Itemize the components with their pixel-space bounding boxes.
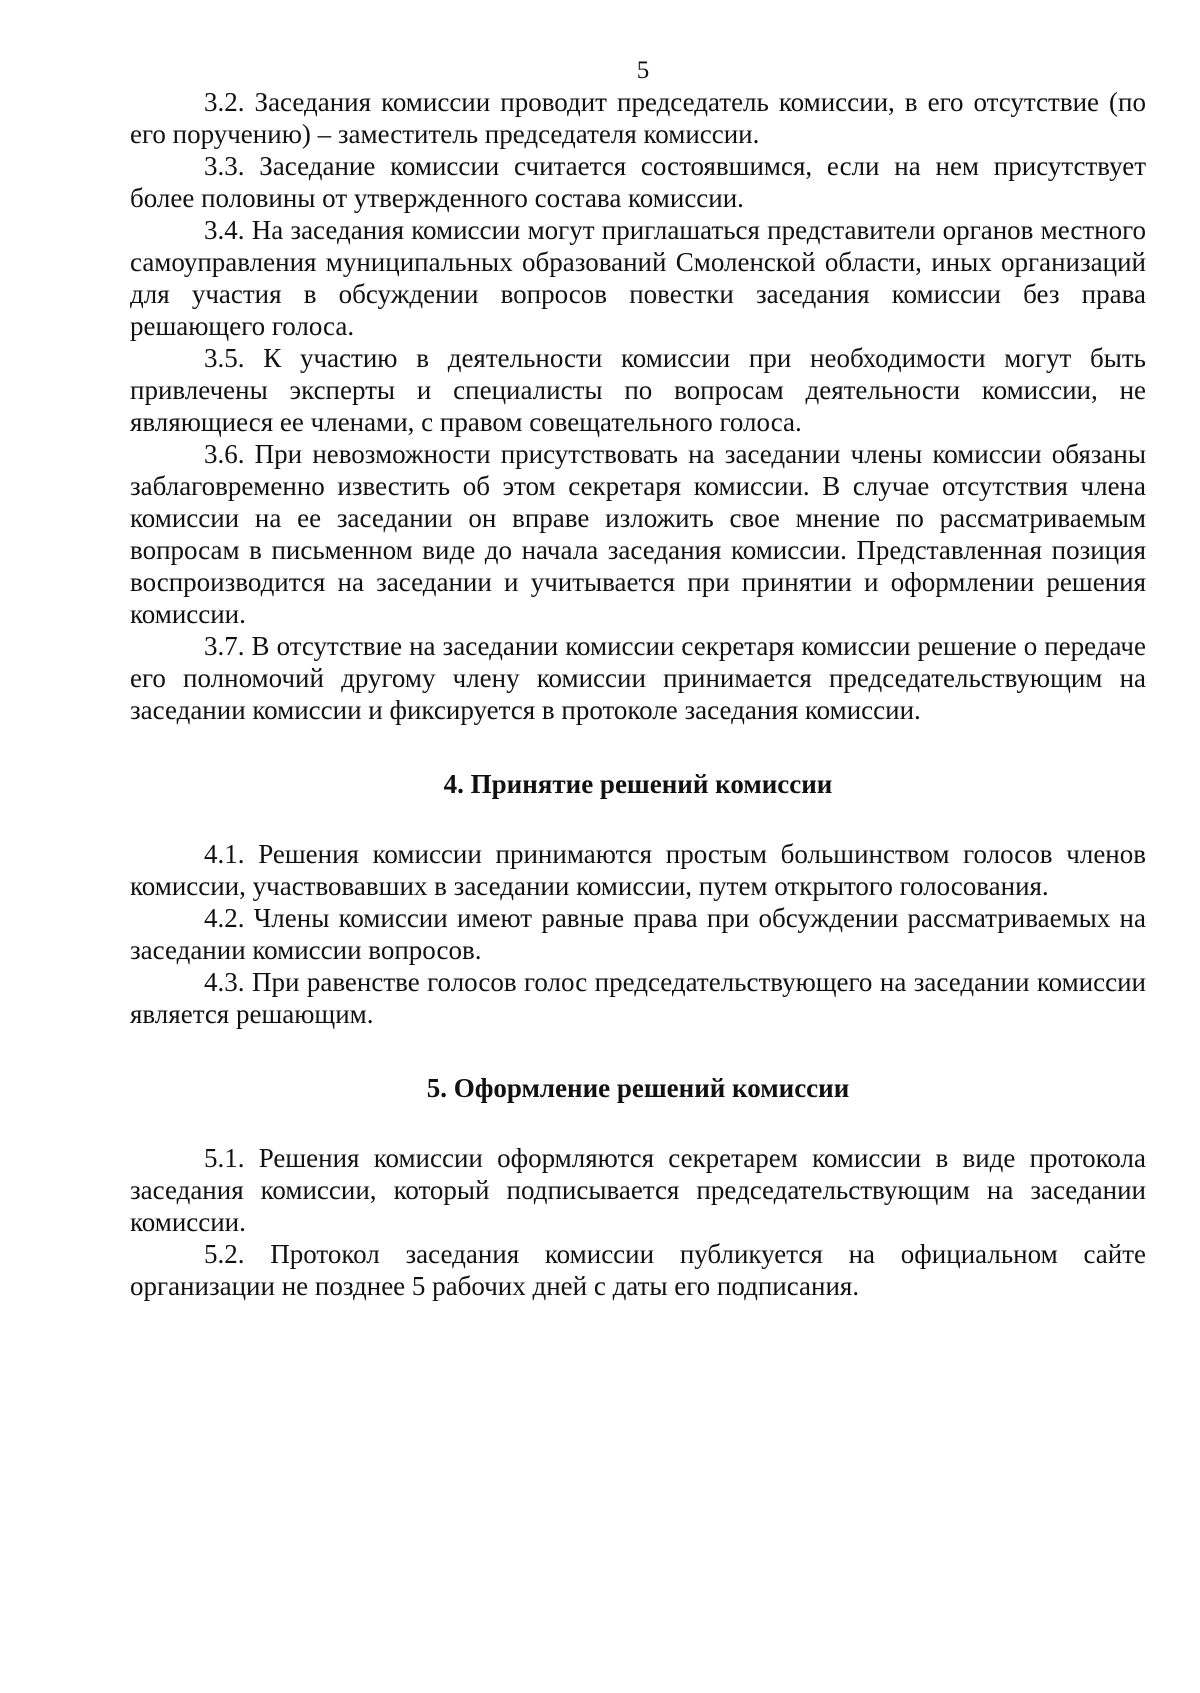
paragraph-3-3: 3.3. Заседание комиссии считается состоявшимся, если на нем присутствует более половины от утвержденного состава комиссии. xyxy=(130,151,1146,213)
paragraph-3-5: 3.5. К участию в деятельности комиссии при необходимости могут быть привлечены эксперты и специалисты по вопросам деятельности комиссии, не являющиеся ее членами, с правом совещательного голоса. xyxy=(130,343,1146,437)
page-number: 5 xyxy=(636,57,650,84)
paragraph-5-1: 5.1. Решения комиссии оформляются секретарем комиссии в виде протокола заседания комиссии, который подписывается председательствующим на заседании комиссии. xyxy=(130,1143,1146,1237)
paragraph-4-1: 4.1. Решения комиссии принимаются простым большинством голосов членов комиссии, участвовавших в заседании комиссии, путем открытого голосования. xyxy=(130,839,1146,901)
section-5-heading: 5. Оформление решений комиссии xyxy=(426,1073,850,1103)
paragraph-3-2: 3.2. Заседания комиссии проводит председатель комиссии, в его отсутствие (по его поручению) – заместитель председателя комиссии. xyxy=(130,87,1146,149)
paragraph-3-4: 3.4. На заседания комиссии могут приглашаться представители органов местного самоуправления муниципальных образований Смоленской области, иных организаций для участия в обсуждении вопросов повестки заседания комиссии без права решающего голоса. xyxy=(130,215,1146,341)
paragraph-3-7: 3.7. В отсутствие на заседании комиссии секретаря комиссии решение о передаче его полномочий другому члену комиссии принимается председательствующим на заседании комиссии и фиксируется в протоколе заседания комиссии. xyxy=(130,631,1146,725)
paragraph-4-2: 4.2. Члены комиссии имеют равные права при обсуждении рассматриваемых на заседании комиссии вопросов. xyxy=(130,903,1146,965)
section-4-heading: 4. Принятие решений комиссии xyxy=(443,769,833,799)
paragraph-3-6: 3.6. При невозможности присутствовать на заседании члены комиссии обязаны заблаговременно известить об этом секретаря комиссии. В случае отсутствия члена комиссии на ее заседании он вправе изложить свое мнение по рассматриваемым вопросам в письменном виде до начала заседания комиссии. Представленная позиция воспроизводится на заседании и учитывается при принятии и оформлении решения комиссии. xyxy=(130,439,1146,629)
document-body xyxy=(130,86,1146,1302)
paragraph-5-2: 5.2. Протокол заседания комиссии публикуется на официальном сайте организации не позднее 5 рабочих дней с даты его подписания. xyxy=(130,1239,1146,1301)
paragraph-4-3: 4.3. При равенстве голосов голос председательствующего на заседании комиссии является решающим. xyxy=(130,967,1146,1029)
